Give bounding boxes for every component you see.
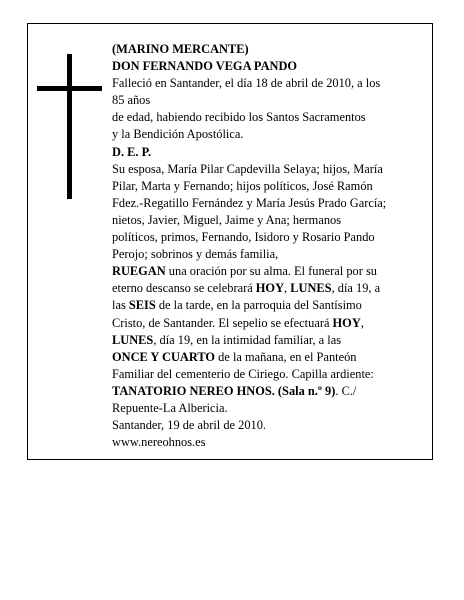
funeral-line-8: TANATORIO NEREO HNOS. (Sala n.º 9). C./ <box>112 383 357 398</box>
funeral-line-9: Repuente-La Albericia. <box>112 400 228 415</box>
dep-heading: D. E. P. <box>112 144 152 159</box>
funeral-line-5: LUNES, día 19, en la intimidad familiar, a las <box>112 332 342 347</box>
cross-icon-bar <box>37 86 102 91</box>
death-line-1b: 85 años <box>112 93 151 108</box>
date-place: Santander, 19 de abril de 2010. <box>112 418 266 433</box>
funeral-line-6: ONCE Y CUARTO de la mañana, en el Panteón <box>112 349 357 364</box>
family-line: Su esposa, María Pilar Capdevilla Selaya; hijos, María <box>112 161 383 176</box>
death-line-3: y la Bendición Apostólica. <box>112 127 244 142</box>
cross-icon <box>67 54 72 199</box>
family-line: políticos, primos, Fernando, Isidoro y Rosario Pando <box>112 230 375 245</box>
family-line: Fdez.-Regatillo Fernández y María Jesús Prado García; <box>112 195 387 210</box>
deceased-name: DON FERNANDO VEGA PANDO <box>112 59 298 74</box>
funeral-line-7: Familiar del cementerio de Ciriego. Capilla ardiente: <box>112 366 374 381</box>
obituary-text <box>112 41 422 451</box>
funeral-line-4: Cristo, de Santander. El sepelio se efectuará HOY, <box>112 315 364 330</box>
funeral-line-1: RUEGAN una oración por su alma. El funeral por su <box>112 264 377 279</box>
death-line-2: de edad, habiendo recibido los Santos Sacramentos <box>112 110 366 125</box>
death-line-1: Falleció en Santander, el día 18 de abril de 2010, a los <box>112 76 381 91</box>
family-line: nietos, Javier, Miguel, Jaime y Ana; hermanos <box>112 212 342 227</box>
funeral-line-2: eterno descanso se celebrará HOY, LUNES, día 19, a <box>112 281 381 296</box>
website-link[interactable]: www.nereohnos.es <box>112 435 206 450</box>
obituary-notice <box>27 23 433 460</box>
funeral-line-3: las SEIS de la tarde, en la parroquia del Santísimo <box>112 298 362 313</box>
family-line: Pilar, Marta y Fernando; hijos políticos, José Ramón <box>112 178 373 193</box>
occupation: (MARINO MERCANTE) <box>112 42 249 56</box>
family-line: Perojo; sobrinos y demás familia, <box>112 247 279 262</box>
